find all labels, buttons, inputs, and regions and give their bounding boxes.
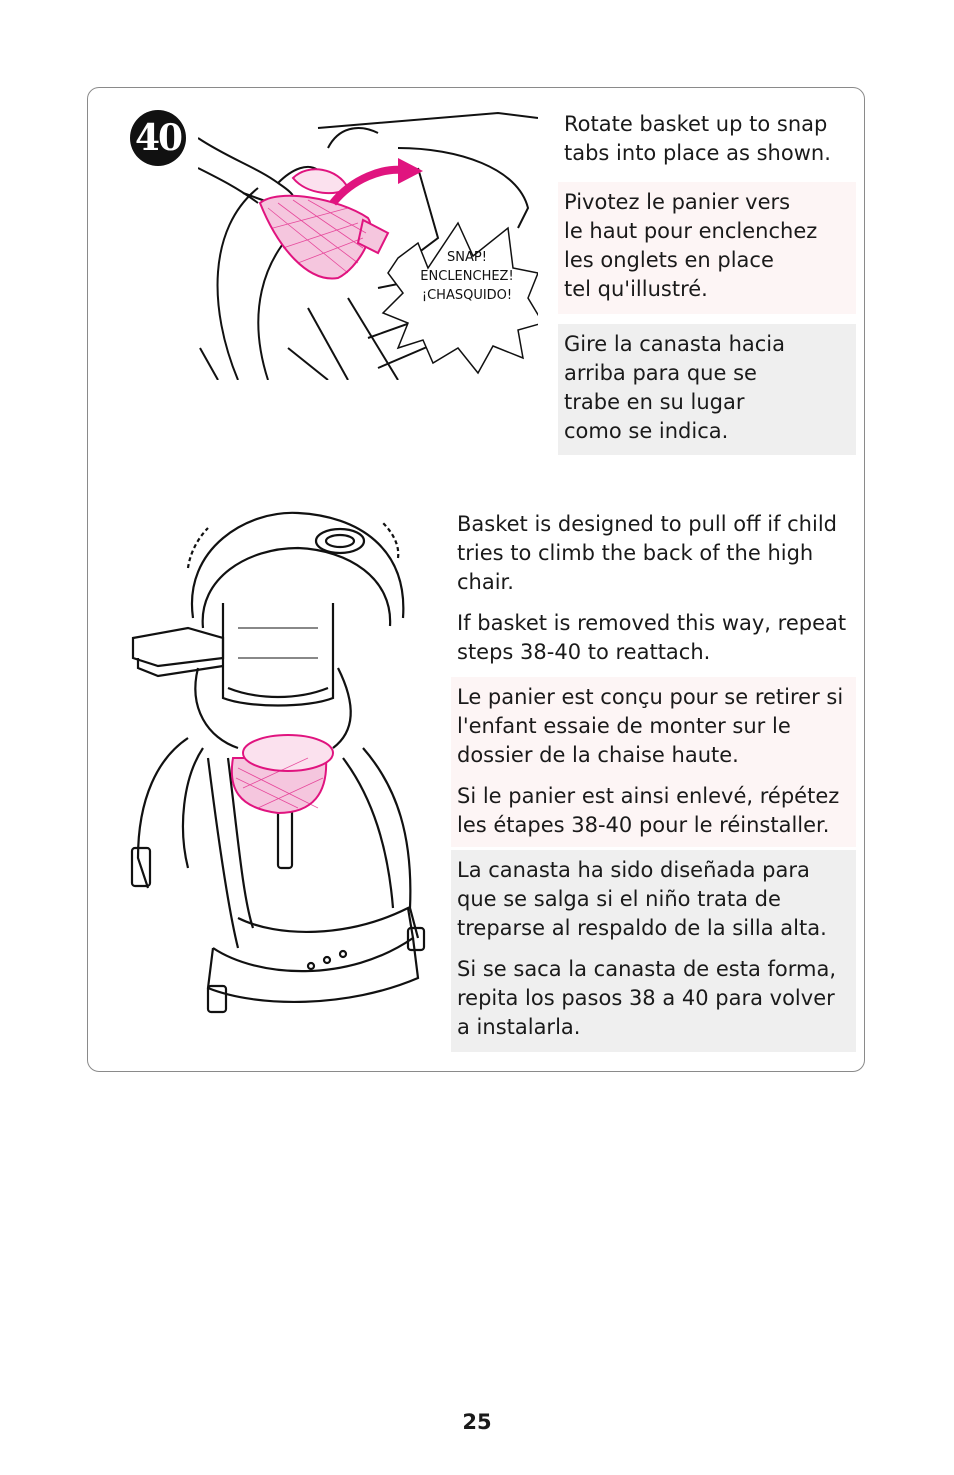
page-number: 25 xyxy=(462,1410,492,1434)
step-instruction-french xyxy=(558,182,856,314)
hands-rotating-basket-illustration xyxy=(198,108,538,380)
basket-info-spanish xyxy=(451,850,856,1052)
basket-fr-p2: Si le panier est ainsi enlevé, répétez les étapes 38-40 pour le réinstaller. xyxy=(457,784,840,837)
snap-label-fr: ENCLENCHEZ! xyxy=(420,269,514,284)
basket-en-p2: If basket is removed this way, repeat steps 38-40 to reattach. xyxy=(457,611,847,664)
basket-info-english xyxy=(451,504,856,675)
basket-info-french xyxy=(451,677,856,847)
curved-arrow-icon xyxy=(333,158,423,203)
snap-label-en: SNAP! xyxy=(447,250,487,265)
step-text-es: Gire la canasta hacia arriba para que se trabe en su lugar como se indica. xyxy=(564,332,785,443)
step-number-badge: 40 xyxy=(130,110,186,166)
step-instruction-spanish xyxy=(558,324,856,455)
high-chair-illustration xyxy=(128,508,438,1020)
basket-es-p1: La canasta ha sido diseñada para que se salga si el niño trata de treparse al respaldo de la silla alta. xyxy=(457,858,827,940)
basket-fr-p1: Le panier est conçu pour se retirer si l'enfant essaie de monter sur le dossier de la chaise haute. xyxy=(457,685,844,767)
snap-label-es: ¡CHASQUIDO! xyxy=(421,288,513,303)
basket-en-p1: Basket is designed to pull off if child tries to climb the back of the high chair. xyxy=(457,512,837,594)
step-instruction-english xyxy=(558,104,856,176)
step-text-fr: Pivotez le panier vers le haut pour enclenchez les onglets en place tel qu'illustré. xyxy=(564,190,818,301)
step-text-en: Rotate basket up to snap tabs into place as shown. xyxy=(564,112,831,165)
snap-callout-text xyxy=(402,248,532,305)
basket-es-p2: Si se saca la canasta de esta forma, repita los pasos 38 a 40 para volver a instalarla. xyxy=(457,957,837,1039)
